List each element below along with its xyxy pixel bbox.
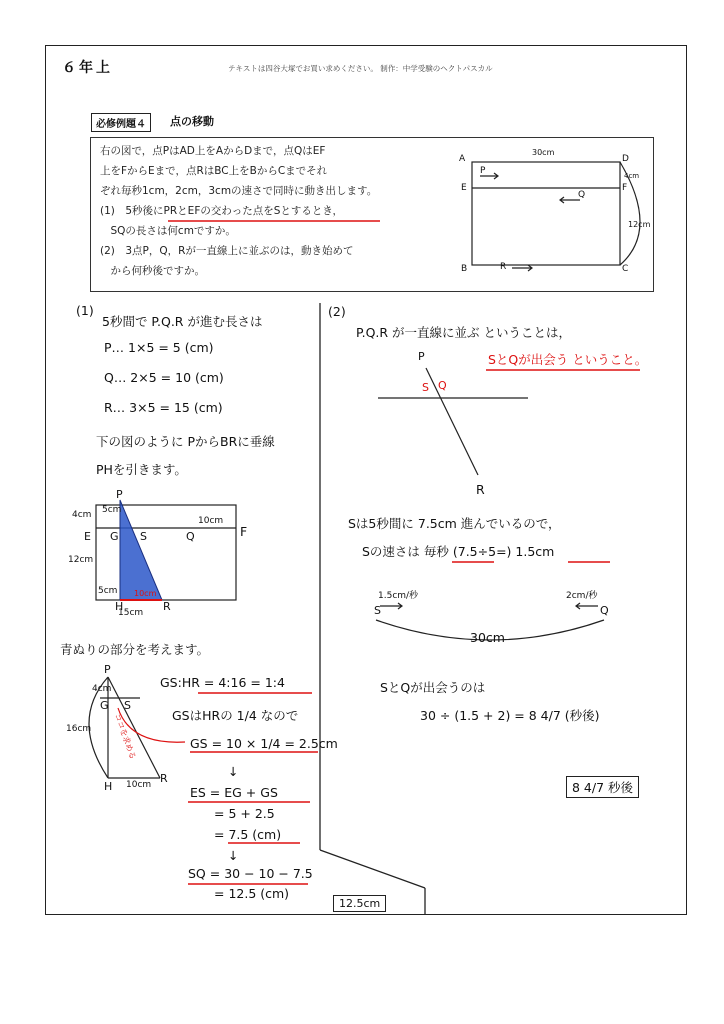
fig1-H: H	[115, 600, 124, 613]
fig-label-12cm: 12cm	[628, 220, 651, 229]
calc-line: = 7.5 (cm)	[214, 827, 282, 842]
fig-label-E: E	[461, 183, 467, 193]
fig2-note: ココを求める	[112, 712, 138, 761]
fig-label-A: A	[459, 154, 466, 164]
fig1-F: F	[240, 524, 248, 539]
part1-line: 下の図のように PからBRに垂線	[96, 434, 275, 449]
p2-fig-S: S	[422, 381, 429, 394]
part2-line: SとQが出会う ということ。	[488, 352, 648, 367]
meet-speed-s: 1.5cm/秒	[378, 591, 419, 601]
problem-line: 上をFからEまで，点RはBC上をBからCまでそれ	[100, 165, 328, 177]
calc-line: ES = EG + GS	[190, 785, 278, 800]
part2-line: P.Q.R が一直線に並ぶ ということは，	[356, 325, 572, 340]
p2-fig-Q: Q	[438, 379, 447, 392]
fig1-P: P	[116, 488, 123, 501]
p2-fig-R: R	[476, 482, 485, 497]
fig1-S: S	[140, 530, 147, 543]
fig2-P: P	[104, 663, 111, 676]
problem-topic: 点の移動	[170, 115, 214, 128]
p2-fig-P: P	[418, 350, 425, 363]
meet-S: S	[374, 604, 381, 617]
fig1-15cm: 15cm	[118, 608, 144, 618]
fig-label-30cm: 30cm	[532, 148, 555, 157]
speed-line: Sの速さは 毎秒 (7.5÷5=) 1.5cm	[362, 544, 555, 559]
calc-line: SQ = 30 − 10 − 7.5	[188, 866, 313, 881]
calc-line: = 12.5 (cm)	[214, 886, 290, 901]
problem-tag: 必修例題４	[91, 113, 151, 132]
part1-line: PHを引きます。	[96, 462, 187, 477]
page-header: テキストは四谷大塚でお買い求めください。 制作：中学受験のヘクトパスカル	[228, 64, 493, 73]
fig-label-4cm: 4cm	[624, 172, 640, 180]
fig-label-Q: Q	[578, 190, 586, 200]
part2-answer: 8 4/7 秒後	[566, 776, 639, 798]
calc-line: ↓	[228, 764, 239, 779]
problem-line: (1) 5秒後にPRとEFの交わった点をSとするとき，	[100, 205, 343, 217]
part1-label: (1)	[76, 303, 94, 318]
fig2-16cm: 16cm	[66, 724, 92, 734]
fig2-10cm: 10cm	[126, 780, 152, 790]
fig-label-C: C	[622, 264, 629, 274]
fig1-blue-triangle	[120, 500, 162, 600]
fig1-4cm: 4cm	[72, 510, 92, 520]
part1-line: P… 1×5 = 5 (cm)	[104, 340, 214, 355]
meet-Q: Q	[600, 604, 609, 617]
consider-text: 青ぬりの部分を考えます。	[60, 642, 210, 657]
problem-line: から何秒後ですか。	[100, 265, 205, 277]
calc-line: = 5 + 2.5	[214, 806, 275, 821]
meet-speed-q: 2cm/秒	[566, 591, 598, 601]
section-divider	[320, 303, 425, 915]
fig1-Q: Q	[186, 530, 195, 543]
fig1-12cm: 12cm	[68, 555, 94, 565]
calc-line: GSはHRの 1/4 なので	[172, 708, 299, 723]
meet-distance: 30cm	[470, 630, 505, 645]
problem-line: 右の図で，点PはAD上をAからDまで，点QはEF	[100, 145, 326, 157]
p2-line-figure	[378, 368, 528, 475]
fig-label-D: D	[622, 154, 629, 164]
part1-answer: 12.5cm	[333, 895, 386, 912]
speed-line: Sは5秒間に 7.5cm 進んでいるので，	[348, 516, 561, 531]
calc-line: GS:HR = 4:16 = 1:4	[160, 675, 285, 690]
part2-label: (2)	[328, 304, 346, 319]
fig1-5cm-bottom: 5cm	[98, 586, 118, 596]
fig-label-F: F	[622, 183, 628, 193]
fig2-S: S	[124, 699, 131, 712]
problem-line: SQの長さは何cmですか。	[100, 225, 236, 237]
fig-label-P: P	[480, 166, 486, 176]
fig1-5cm: 5cm	[102, 505, 122, 515]
problem-figure	[472, 162, 640, 271]
grade-label: ６年上	[62, 60, 113, 76]
part1-line: 5秒間で P.Q.R が進む長さは	[102, 314, 263, 329]
problem-line: (2) 3点P，Q，Rが一直線上に並ぶのは，動き始めて	[100, 245, 354, 257]
meet-line: SとQが出会うのは	[380, 680, 486, 695]
fig1-G: G	[110, 530, 119, 543]
fig-label-R: R	[500, 262, 507, 272]
fig2-4cm: 4cm	[92, 684, 112, 694]
fig1-10cm: 10cm	[198, 516, 224, 526]
fig2-R: R	[160, 772, 168, 785]
fig2-G: G	[100, 699, 109, 712]
part1-line: R… 3×5 = 15 (cm)	[104, 400, 223, 415]
fig1-E: E	[84, 530, 91, 543]
fig2-H: H	[104, 780, 113, 793]
calc-line: ↓	[228, 848, 239, 863]
part1-line: Q… 2×5 = 10 (cm)	[104, 370, 224, 385]
fig-label-B: B	[461, 264, 468, 274]
fig1-R: R	[163, 600, 171, 613]
meet-line: 30 ÷ (1.5 + 2) = 8 4/7 (秒後)	[420, 708, 600, 723]
fig1-10cm-bottom: 10cm	[134, 589, 157, 598]
calc-line: GS = 10 × 1/4 = 2.5cm	[190, 736, 338, 751]
problem-line: ぞれ毎秒1cm，2cm，3cmの速さで同時に動き出します。	[100, 185, 378, 197]
